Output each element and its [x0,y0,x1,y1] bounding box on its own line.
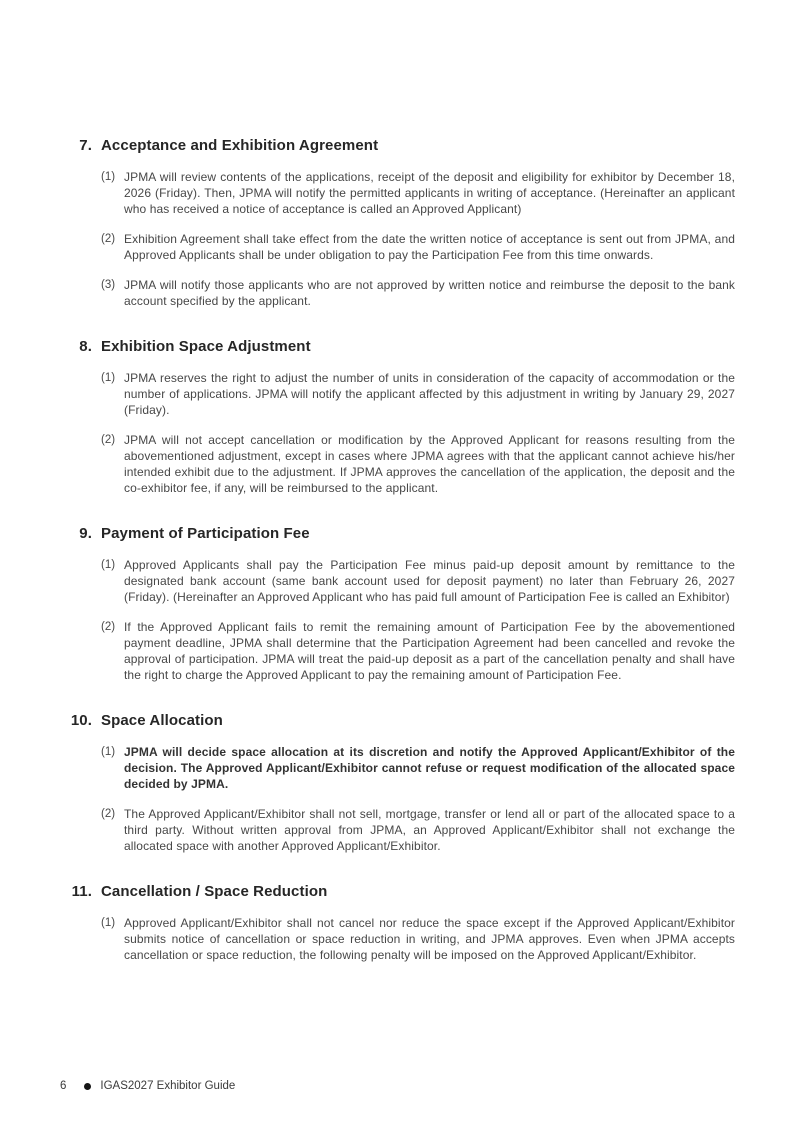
section-heading [60,524,735,543]
section-items [60,169,735,309]
clause-item [60,619,735,683]
document-section [60,337,735,496]
clause-text: Approved Applicant/Exhibitor shall not cancel nor reduce the space except if the Approved Applicant/Exhibitor submits notice of cancellation or space reduction in writing, and JPMA approves. Even when JPMA accepts cancellation or space reduction, the following penalty will be imposed on the Approved Applicant/Exhibitor. [124,916,735,962]
section-items [60,915,735,963]
section-number: 7. [79,137,92,154]
clause-number: (1) [101,746,116,758]
clause-item [60,277,735,309]
clause-number: (1) [101,372,116,384]
section-heading [60,882,735,901]
section-heading [60,711,735,730]
page-number: 6 [60,1080,67,1092]
clause-number: (1) [101,171,116,183]
section-number: 8. [79,338,92,355]
section-title: Cancellation / Space Reduction [101,883,328,900]
section-number: 10. [70,712,92,729]
clause-text: JPMA will not accept cancellation or modification by the Approved Applicant for reasons resulting from the abovementioned adjustment, except in cases where JPMA agrees with that the applicant cannot achieve his/her intended exhibit due to the adjustment. If JPMA approves the cancellation of the application, the deposit and the co-exhibitor fee, if any, will be reimbursed to the applicant. [124,433,735,495]
clause-number: (2) [101,233,116,245]
clause-text: Approved Applicants shall pay the Participation Fee minus paid-up deposit amount by remittance to the designated bank account (same bank account used for deposit payment) no later than February 26, 2027 (Friday). (Hereinafter an Approved Applicant who has paid full amount of Participation Fee is called an Exhibitor) [124,558,735,604]
section-items [60,557,735,683]
section-title: Space Allocation [101,712,223,729]
clause-text: JPMA will review contents of the applications, receipt of the deposit and eligibility for exhibitor by December 18, 2026 (Friday). Then, JPMA will notify the permitted applicants in writing of acceptance. (Hereinafter an applicant who has received a notice of acceptance is called an Approved Applicant) [124,170,735,216]
clause-number: (1) [101,559,116,571]
section-items [60,370,735,496]
clause-item [60,169,735,217]
clause-item [60,432,735,496]
clause-number: (2) [101,808,116,820]
clause-text: Exhibition Agreement shall take effect from the date the written notice of acceptance is sent out from JPMA, and Approved Applicants shall be under obligation to pay the Participation Fee from this time onwards. [124,232,735,262]
clause-number: (1) [101,917,116,929]
clause-text: The Approved Applicant/Exhibitor shall not sell, mortgage, transfer or lend all or part of the allocated space to a third party. Without written approval from JPMA, an Approved Applicant/Exhibitor shall not exchange the allocated space with another Approved Applicant/Exhibitor. [124,807,735,853]
document-section [60,711,735,854]
section-title: Exhibition Space Adjustment [101,338,311,355]
clause-number: (2) [101,621,116,633]
clause-item [60,231,735,263]
clause-number: (3) [101,279,116,291]
clause-text: If the Approved Applicant fails to remit the remaining amount of Participation Fee by the abovementioned payment deadline, JPMA shall determine that the Participation Agreement had been cancelled and revoke the approval of participation. JPMA will treat the paid-up deposit as a part of the cancellation penalty and shall have the right to charge the Approved Applicant to pay the remaining amount of Participation Fee. [124,620,735,682]
clause-number: (2) [101,434,116,446]
footer-guide-title: IGAS2027 Exhibitor Guide [100,1080,236,1092]
section-heading [60,136,735,155]
section-number: 9. [79,525,92,542]
document-section [60,524,735,683]
section-items [60,744,735,854]
section-title: Acceptance and Exhibition Agreement [101,137,379,154]
section-heading [60,337,735,356]
document-section [60,882,735,963]
clause-text: JPMA reserves the right to adjust the number of units in consideration of the capacity of accommodation or the number of applications. JPMA will notify the applicant affected by this adjustment in writing by January 29, 2027 (Friday). [124,371,735,417]
clause-item [60,744,735,792]
clause-item [60,806,735,854]
document-section [60,136,735,309]
clause-item [60,370,735,418]
clause-item [60,557,735,605]
clause-text: JPMA will notify those applicants who are not approved by written notice and reimburse the deposit to the bank account specified by the applicant. [124,278,735,308]
section-number: 11. [71,883,92,900]
page-footer [60,1080,235,1092]
clause-item [60,915,735,963]
clause-text: JPMA will decide space allocation at its discretion and notify the Approved Applicant/Exhibitor of the decision. The Approved Applicant/Exhibitor cannot refuse or request modification of the allocated space decided by JPMA. [124,745,735,791]
bullet-icon [84,1083,91,1090]
section-title: Payment of Participation Fee [101,525,310,542]
